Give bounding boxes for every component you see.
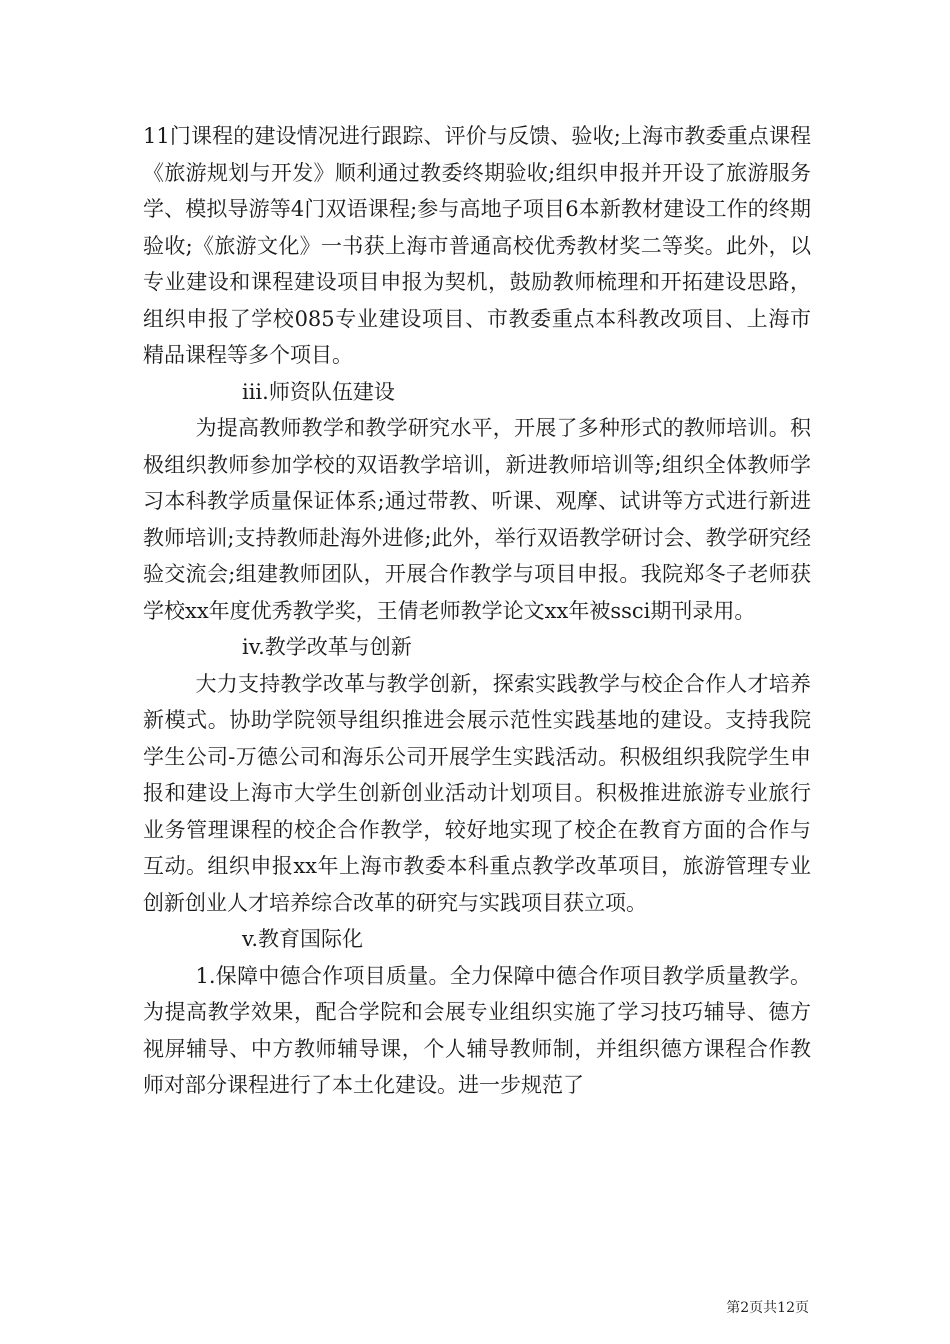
section-heading-faculty: iii.师资队伍建设 [242,379,395,404]
page-number-footer: 第2页共12页 [726,1300,809,1316]
paragraph-teaching-reform: 大力支持教学改革与教学创新，探索实践教学与校企合作人才培养新模式。协助学院领导组织推进会展示范性实践基地的建设。支持我院学生公司-万德公司和海乐公司开展学生实践活动。积极组织我院学生申报和建设上海市大学生创新创业活动计划项目。积极推进旅游专业旅行业务管理课程的校企合作教学，较好地实现了校企在教育方面的合作与互动。组织申报xx年上海市教委本科重点教学改革项目，旅游管理专业创新创业人才培养综合改革的研究与实践项目获立项。 [143,671,811,915]
document-body [143,118,811,1104]
paragraph-sino-german-project: 1.保障中德合作项目质量。全力保障中德合作项目教学质量教学。为提高教学效果，配合学院和会展专业组织实施了学习技巧辅导、德方视屏辅导、中方教师辅导课，个人辅导教师制，并组织德方课程合作教师对部分课程进行了本土化建设。进一步规范了 [143,963,811,1097]
section-heading-internationalization: v.教育国际化 [242,927,364,951]
paragraph-course-construction: 11门课程的建设情况进行跟踪、评价与反馈、验收;上海市教委重点课程《旅游规划与开发》顺利通过教委终期验收;组织申报并开设了旅游服务学、模拟导游等4门双语课程;参与高地子项目6本新教材建设工作的终期验收;《旅游文化》一书获上海市普通高校优秀教材奖二等奖。此外，以专业建设和课程建设项目申报为契机，鼓励教师梳理和开拓建设思路，组织申报了学校085专业建设项目、市教委重点本科教改项目、上海市精品课程等多个项目。 [143,124,811,367]
paragraph-faculty-training: 为提高教师教学和教学研究水平，开展了多种形式的教师培训。积极组织教师参加学校的双语教学培训，新进教师培训等;组织全体教师学习本科教学质量保证体系;通过带教、听课、观摩、试讲等方式进行新进教师培训;支持教师赴海外进修;此外，举行双语教学研讨会、教学研究经验交流会;组建教师团队，开展合作教学与项目申报。我院郑冬子老师获学校xx年度优秀教学奖，王倩老师教学论文xx年被ssci期刊录用。 [143,416,811,623]
section-heading-teaching-reform: iv.教学改革与创新 [242,635,412,659]
